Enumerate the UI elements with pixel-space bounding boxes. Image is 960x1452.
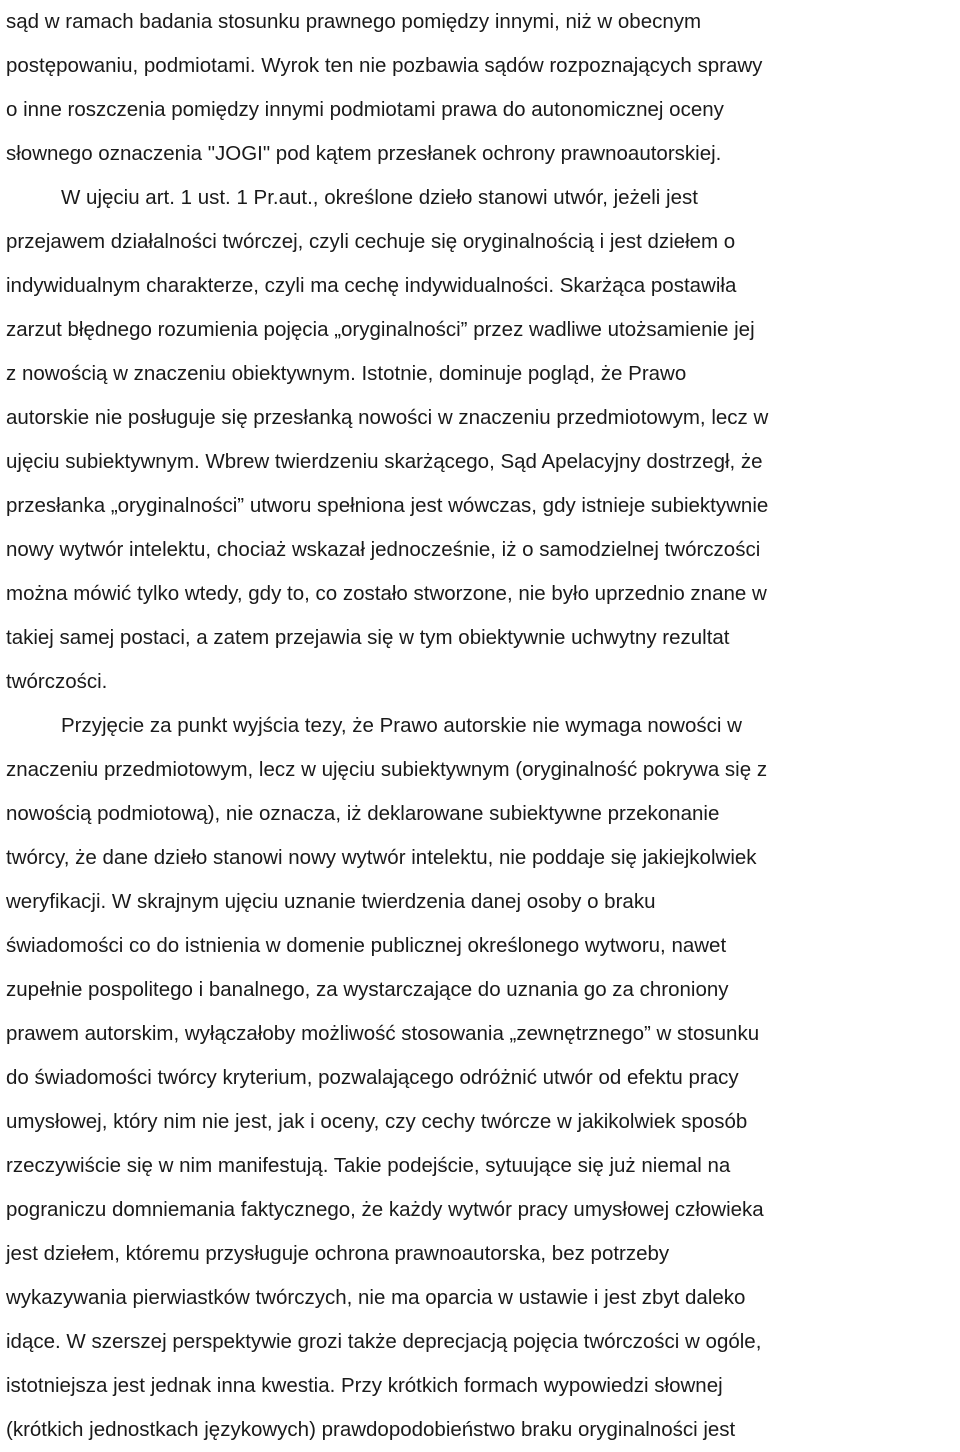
text-line: świadomości co do istnienia w domenie publicznej określonego wytworu, nawet [6, 934, 727, 957]
text-line: weryfikacji. W skrajnym ujęciu uznanie twierdzenia danej osoby o braku [6, 890, 656, 913]
text-line: umysłowej, który nim nie jest, jak i oceny, czy cechy twórcze w jakikolwiek sposób [6, 1110, 748, 1133]
text-line: (krótkich jednostkach językowych) prawdopodobieństwo braku oryginalności jest [6, 1418, 736, 1441]
text-line: takiej samej postaci, a zatem przejawia się w tym obiektywnie uchwytny rezultat [6, 626, 730, 649]
text-line: można mówić tylko wtedy, gdy to, co zostało stworzone, nie było uprzednio znane w [6, 582, 767, 605]
text-line: idące. W szerszej perspektywie grozi także deprecjacją pojęcia twórczości w ogóle, [6, 1330, 762, 1353]
text-line: nowy wytwór intelektu, chociaż wskazał jednocześnie, iż o samodzielnej twórczości [6, 538, 761, 561]
text-line: przejawem działalności twórczej, czyli cechuje się oryginalnością i jest dziełem o [6, 230, 736, 253]
text-line: zupełnie pospolitego i banalnego, za wystarczające do uznania go za chroniony [6, 978, 729, 1001]
text-line: prawem autorskim, wyłączałoby możliwość stosowania „zewnętrznego” w stosunku [6, 1022, 760, 1045]
text-line: znaczeniu przedmiotowym, lecz w ujęciu subiektywnym (oryginalność pokrywa się z [6, 758, 768, 781]
text-line: z nowością w znaczeniu obiektywnym. Istotnie, dominuje pogląd, że Prawo [6, 362, 687, 385]
text-line: indywidualnym charakterze, czyli ma cechę indywidualności. Skarżąca postawiła [6, 274, 737, 297]
text-line: sąd w ramach badania stosunku prawnego pomiędzy innymi, niż w obecnym [6, 10, 702, 33]
text-line: przesłanka „oryginalności” utworu spełniona jest wówczas, gdy istnieje subiektywnie [6, 494, 769, 517]
text-line: istotniejsza jest jednak inna kwestia. Przy krótkich formach wypowiedzi słownej [6, 1374, 723, 1397]
text-line: pograniczu domniemania faktycznego, że każdy wytwór pracy umysłowej człowieka [6, 1198, 764, 1221]
text-line: postępowaniu, podmiotami. Wyrok ten nie pozbawia sądów rozpoznających sprawy [6, 54, 763, 77]
document-page [6, 0, 956, 1452]
text-line: słownego oznaczenia "JOGI" pod kątem przesłanek ochrony prawnoautorskiej. [6, 142, 722, 165]
text-line: ujęciu subiektywnym. Wbrew twierdzeniu skarżącego, Sąd Apelacyjny dostrzegł, że [6, 450, 763, 473]
text-line: nowością podmiotową), nie oznacza, iż deklarowane subiektywne przekonanie [6, 802, 720, 825]
text-line: o inne roszczenia pomiędzy innymi podmiotami prawa do autonomicznej oceny [6, 98, 724, 121]
text-line: autorskie nie posługuje się przesłanką nowości w znaczeniu przedmiotowym, lecz w [6, 406, 769, 429]
text-line: Przyjęcie za punkt wyjścia tezy, że Prawo autorskie nie wymaga nowości w [61, 714, 742, 737]
text-line: wykazywania pierwiastków twórczych, nie ma oparcia w ustawie i jest zbyt daleko [6, 1286, 746, 1309]
text-line: jest dziełem, któremu przysługuje ochrona prawnoautorska, bez potrzeby [6, 1242, 670, 1265]
text-line: twórcy, że dane dzieło stanowi nowy wytwór intelektu, nie poddaje się jakiejkolwiek [6, 846, 757, 869]
text-line: do świadomości twórcy kryterium, pozwalającego odróżnić utwór od efektu pracy [6, 1066, 739, 1089]
text-line: twórczości. [6, 670, 108, 693]
text-line: zarzut błędnego rozumienia pojęcia „oryginalności” przez wadliwe utożsamienie jej [6, 318, 755, 341]
text-line: rzeczywiście się w nim manifestują. Takie podejście, sytuujące się już niemal na [6, 1154, 731, 1177]
text-line: W ujęciu art. 1 ust. 1 Pr.aut., określone dzieło stanowi utwór, jeżeli jest [61, 186, 698, 209]
